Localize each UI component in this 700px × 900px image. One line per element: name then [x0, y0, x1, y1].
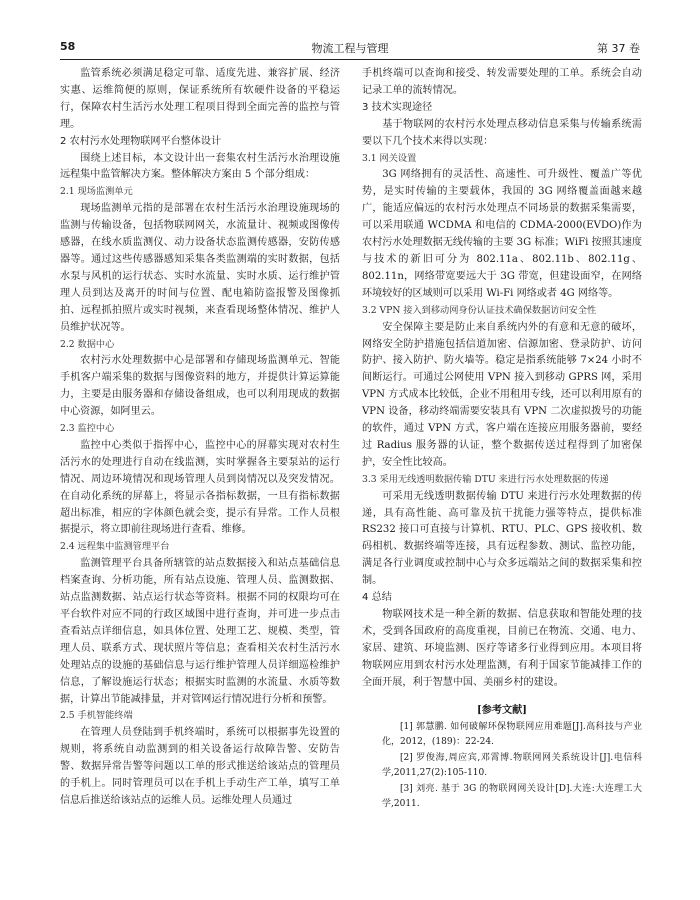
right-column — [362, 66, 642, 886]
reference-item: [3] 刘亮. 基于 3G 的物联网网关设计[D].大连:大连理工大学,2011. — [382, 783, 642, 810]
section-4-text: 物联网技术是一种全新的数据、信息获取和智能处理的技术，受到各国政府的高度重视，目前已在物流、交通、电力、家居、建筑、环境监测、医疗等诸多行业得到应用。本项目将物联网应用到农村污水处理监测，有利于国家节能减排工作的全面开展，利于智慧中国、美丽乡村的建设。 — [362, 609, 642, 688]
volume-label: 第 37 卷 — [597, 42, 640, 55]
intro-paragraph: 监管系统必须满足稳定可靠、适度先进、兼容扩展、经济实惠、运维简便的原则，保证系统所有软硬件设备的平稳运行，保障农村生活污水处理工程项目得到全面完善的监控与管理。 — [60, 68, 340, 130]
left-column — [60, 66, 340, 886]
section-4-heading: 4 总结 — [362, 592, 392, 604]
page-number: 58 — [60, 40, 76, 53]
journal-title: 物流工程与管理 — [311, 42, 389, 55]
section-3-2-text: 安全保障主要是防止来自系统内外的有意和无意的破坏，网络安全防护措施包括信道加密、信源加密、登录防护、访问防护、接入防护、防火墙等。稳定是指系统能够 7×24 小时不间断运行。可通过公网使用 VPN 接入到移动 GPRS 网，采用 VPN 方式成本比较低，企业不用租用专线，还可以利用原有的 VPN 设备，移动终端需要安装具有 VPN 二次虚拟拨号的功能的软件，通过 VPN 方式，客户端在连接应用服务器前，要经过 Radius 服务器的认证，整个数据传送过程得到了加密保护，安全性比较高。 — [362, 321, 642, 468]
section-3-intro: 基于物联网的农村污水处理点移动信息采集与传输系统需要以下几个技术来得以实现： — [362, 118, 642, 147]
section-2-5-text: 在管理人员登陆到手机终端时，系统可以根据事先设置的规则，将系统自动监测到的相关设备运行故障告警、安防告警、数据异常告警等问题以工单的形式推送给该站点的管理员的手机上。同时管理员可以在手机上手动生产工单，填写工单信息后推送给该站点的运维人员。运维处理人员通过 — [60, 727, 340, 806]
section-2-1-text: 现场监测单元指的是部署在农村生活污水治理设施现场的监测与传输设备，包括物联网网关，水流量计、视频或图像传感器，在线水质监测仪、动力设备状态监测传感器，安防传感器等。通过这些传感器感知采集各类监测端的实时数据，包括水泵与风机的运行状态、实时水流量、实时水质、运行维护管理人员到达及离开的时间与位置、配电箱防盗报警及图像抓拍、远程抓拍照片或实时视频，来查看现场整体情况、维护人员维护状况等。 — [60, 203, 340, 333]
reference-item: [2] 罗俊海,周应宾,邓霄博.物联网网关系统设计[J].电信科学,2011,27(2):105-110. — [382, 752, 642, 779]
section-2-2-text: 农村污水处理数据中心是部署和存储现场监测单元、智能手机客户端采集的数据与图像资料的地方，并提供计算运算能力，主要是由服务器和存储设备组成，也可以利用现成的数据中心资源，如阿里云。 — [60, 355, 340, 418]
section-2-1-heading: 2.1 现场监测单元 — [60, 186, 133, 198]
continued-paragraph: 手机终端可以查询和接受、转发需要处理的工单。系统会自动记录工单的流转情况。 — [362, 68, 642, 96]
section-2-2-heading: 2.2 数据中心 — [60, 338, 115, 350]
section-2-4-text: 监测管理平台具备所辖管的站点数据接入和站点基础信息档案查询、分析功能，所有站点设施、管理人员、监测数据、站点监测数据、站点运行状态等资料。根据不同的权限均可在平台软件对应不同的行政区域图中进行查询，并可进一步点击查看站点详细信息，如具体位置、处理工艺、规模、类型，管理人员、联系方式、现状照片等信息；查看相关农村生活污水处理站点的设施的基础信息与运行维护管理人员详细巡检维护信息，了解设施运行状态；根据实时监测的水流量、水质等数据，计算出节能减排量，并对管网运行情况进行分析和预警。 — [60, 558, 340, 705]
section-3-2-heading: 3.2 VPN 接入到移动网身份认证技术确保数据访问安全性 — [362, 304, 597, 316]
section-2-heading: 2 农村污水处理物联网平台整体设计 — [60, 135, 222, 147]
header-rule — [60, 59, 640, 60]
section-3-heading: 3 技术实现途径 — [362, 101, 433, 113]
section-3-3-text: 可采用无线透明数据传输 DTU 来进行污水处理数据的传递，具有高性能、高可靠及抗干扰能力强等特点，提供标准 RS232 接口可直接与计算机、RTU、PLC、GPS 接收机、数码相机、数据终端等连接，具有远程参数、测试、监控功能，满足各行业调度或控制中心与众多远端站之间的数据采集和控制。 — [362, 490, 642, 587]
references-heading: [参考文献] — [477, 704, 527, 716]
reference-item: [1] 郭慧鹏. 如何破解环保物联网应用难题[J].高科技与产业化，2012，(189)：22-24. — [382, 721, 642, 748]
section-3-1-text: 3G 网络拥有的灵活性、高速性、可升级性、覆盖广等优势，是实时传输的主要载体，我国的 3G 网络覆盖面越来越广，能适应偏远的农村污水处理点不同场景的数据采集需要，可以采用联通 WCDMA 和电信的 CDMA-2000(EVDO)作为农村污水处理数据无线传输的主要 3G 标准；WiFi 按照其速度与技术的新旧可分为 802.11a、802.11b、802.11g、802.11n，网络带宽要远大于 3G 带宽，但建设面窄，在网络环境较好的区域则可以采用 Wi-Fi 网络或者 4G 网络等。 — [362, 169, 642, 299]
section-2-3-heading: 2.3 监控中心 — [60, 423, 115, 435]
section-2-intro: 围绕上述目标，本文设计出一套集农村生活污水治理设施远程集中监管解决方案。整体解决方案由 5 个部分组成： — [60, 152, 340, 181]
section-3-1-heading: 3.1 网关设置 — [362, 152, 417, 164]
section-2-4-heading: 2.4 远程集中监测管理平台 — [60, 541, 170, 553]
section-2-3-text: 监控中心类似于指挥中心，监控中心的屏幕实现对农村生活污水的处理进行自动在线监测，实时掌握各主要泵站的运行情况、周边环境情况和现场管理人员到岗情况以及突发情况。在自动化系统的屏幕上，将显示各指标数据，一旦有指标数据超出标准，相应的字体颜色就会变，提示有异常。工作人员根据提示，将立即前往现场进行查看、维修。 — [60, 439, 340, 536]
section-3-3-heading: 3.3 采用无线透明数据传输 DTU 来进行污水处理数据的传递 — [362, 473, 609, 485]
page-header — [60, 40, 640, 58]
section-2-5-heading: 2.5 手机智能终端 — [60, 710, 133, 722]
